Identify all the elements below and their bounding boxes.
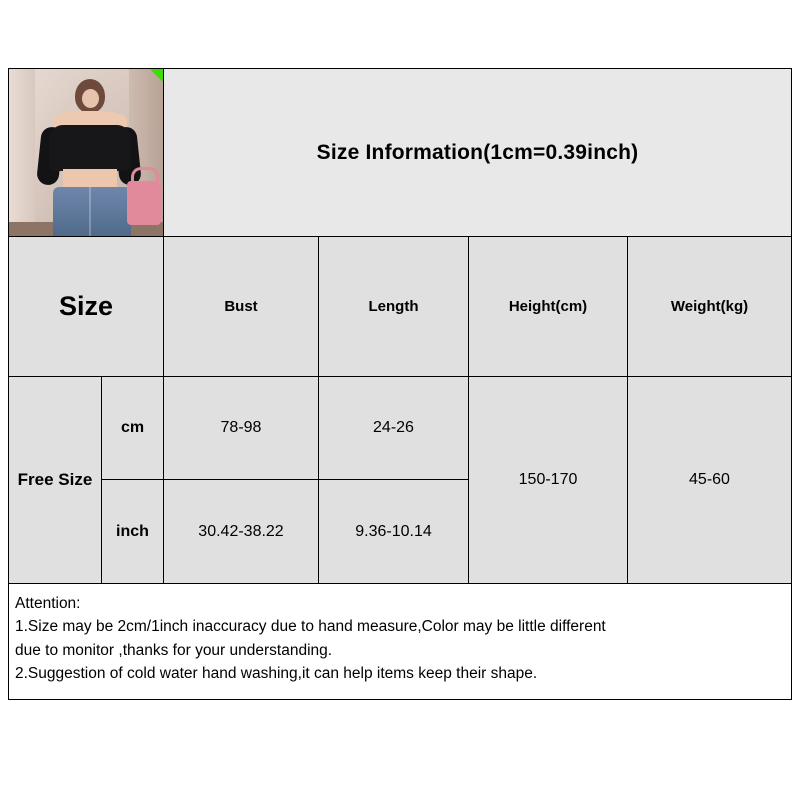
attention-line-1: 1.Size may be 2cm/1inch inaccuracy due to hand measure,Color may be little different	[15, 618, 606, 636]
column-header-row	[9, 237, 791, 377]
cell-size-value: Free Size	[9, 377, 102, 583]
photo-midriff	[63, 169, 117, 189]
cell-height-range: 150-170	[469, 377, 628, 583]
product-photo-cell[interactable]	[9, 69, 164, 236]
photo-jeans	[53, 187, 131, 236]
cell-unit-inch: inch	[116, 522, 149, 540]
attention-block	[9, 584, 791, 699]
column-header-length: Length	[319, 237, 469, 376]
column-header-size: Size	[9, 237, 164, 376]
attention-line-3: 2.Suggestion of cold water hand washing,it can help items keep their shape.	[15, 664, 538, 682]
column-header-height: Height(cm)	[469, 237, 628, 376]
size-chart-table	[8, 68, 792, 700]
cell-unit-cm: cm	[102, 377, 163, 480]
column-header-weight: Weight(kg)	[670, 298, 749, 315]
size-data-block	[9, 377, 791, 584]
chart-top-band	[9, 69, 791, 237]
corner-badge-icon	[150, 69, 163, 82]
cell-bust-inch: 30.42-38.22	[198, 522, 284, 540]
unit-column	[102, 377, 164, 583]
attention-line-2: due to monitor ,thanks for your understanding.	[15, 641, 333, 659]
photo-wall-left	[9, 69, 35, 236]
cell-length-cm: 24-26	[319, 377, 468, 480]
cell-bust-cm: 78-98	[164, 377, 318, 480]
photo-handbag	[127, 181, 161, 225]
length-column	[319, 377, 469, 583]
photo-model-face	[82, 89, 99, 108]
cell-length-inch: 9.36-10.14	[355, 522, 432, 540]
bust-column	[164, 377, 319, 583]
photo-crop-top	[49, 125, 131, 171]
attention-heading: Attention:	[15, 595, 81, 612]
page-title: Size Information(1cm=0.39inch)	[316, 140, 639, 164]
column-header-bust: Bust	[164, 237, 319, 376]
cell-weight-range: 45-60	[689, 471, 730, 488]
chart-title-cell	[164, 69, 791, 236]
product-photo	[9, 69, 163, 236]
